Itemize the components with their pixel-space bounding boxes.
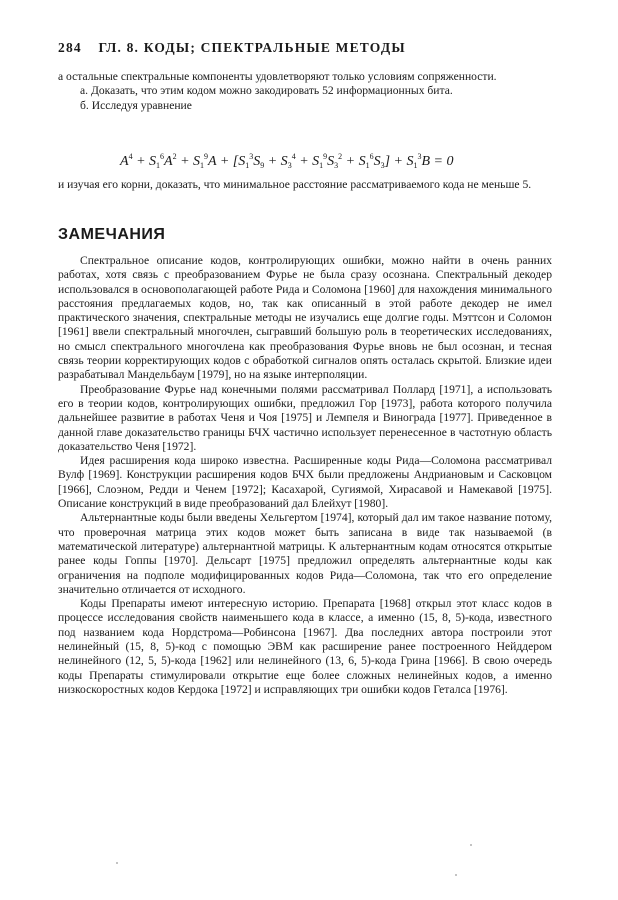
page-header <box>58 40 578 56</box>
exercise-item-a: а. Доказать, что этим кодом можно закодировать 52 информационных бита. <box>80 84 453 98</box>
scan-speck <box>116 862 118 864</box>
section-heading: ЗАМЕЧАНИЯ <box>58 226 166 243</box>
running-title: ГЛ. 8. КОДЫ; СПЕКТРАЛЬНЫЕ МЕТОДЫ <box>98 40 406 55</box>
page-number: 284 <box>58 40 82 55</box>
equation: $A^4 + S_1^6A^2 + S_1^9A + [S_1^3S_9 + S_3^4 + S_1^9S_3^2 + S_1^6S_3] + S_1^3B = 0$ <box>120 152 454 170</box>
notes-body <box>58 254 552 697</box>
exercise-item-b: б. Исследуя уравнение <box>80 98 192 112</box>
after-formula-text: и изучая его корни, доказать, что минимальное расстояние рассматриваемого кода не меньше 5. <box>58 178 532 191</box>
paragraph: Спектральное описание кодов, контролирующих ошибки, можно найти в очень ранних работах, хотя связь с преобразованием Фурье не была сразу осознана. Спектральный декодер использовался в основополагающей работе Рида и Соломона [1960] для нахождения минимального расстояния предлагаемых кодов, но, так как описанный в этой работе декодер не имел практического значения, спектральные методы не изучались еще долгие годы. Мэттсон и Соломон [1961] ввели спектральный многочлен, сыгравший большую роль в теоретических исследованиях, но смысл спектрального многочлена как преобразования Фурье вновь не был осознан, и тесная связь теории корректирующих кодов с обработкой сигналов опять осталась скрытой. Близкие идеи разрабатывал Мандельбаум [1979], но на языке интерполяции. <box>58 254 552 382</box>
scan-speck <box>470 844 472 846</box>
paragraph: Коды Препараты имеют интересную историю. Препарата [1968] открыл этот класс кодов в процессе исследования свойств наименьшего кода в классе, а именно (15, 8, 5)-кода, известного под названием кода Нордстрома—Робинсона [1967]. Два последних автора построили этот нелинейный (15, 8, 5)-код с помощью ЭВМ как расширение ранее построенного Нейддером нелинейного (12, 5, 5)-кода [1962] или нелинейного (13, 6, 5)-кода Грина [1966]. В свою очередь коды Препараты стимулировали открытие еще более сложных нелинейных кодов, а именно низкоскоростных кодов Кердока [1972] и исправляющих три ошибки кодов Геталса [1976]. <box>58 597 552 696</box>
paragraph: Преобразование Фурье над конечными полями рассматривал Поллард [1971], а использовать его в теории кодов, контролирующих ошибки, предложил Гор [1973], работа которого получила дальнейшее развитие в работах Ченя и Чоя [1975] и Лемпеля и Винограда [1977]. Приведенное в данной главе доказательство границы БЧХ частично использует перенесенное в частотную область доказательство Ченя [1972]. <box>58 382 552 453</box>
paragraph: Альтернантные коды были введены Хельгертом [1974], который дал им такое название потому, что проверочная матрица этих кодов может быть записана в виде так называемой (в математической литературе) альтернантной матрицы. К альтернантным кодам относятся открытые ранее коды Гоппы [1970]. Дельсарт [1975] предложил определять альтернантные коды как ограничения на подполе модифицированных кодов Рида—Соломона, так что его определение значительно отличается от исходного. <box>58 511 552 596</box>
paragraph: Идея расширения кода широко известна. Расширенные коды Рида—Соломона рассматривал Вулф [1969]. Конструкции расширения кодов БЧХ были предложены Андриановым и Сасковцом [1966], Слоэном, Редди и Ченем [1972]; Касахарой, Сугиямой, Хирасавой и Намекавой [1975]. Описание конструкций в виде преобразований дал Блейхут [1980]. <box>58 454 552 511</box>
continuation-line: а остальные спектральные компоненты удовлетворяют только условиям сопряженности. <box>58 70 497 83</box>
scan-speck <box>455 874 457 876</box>
top-text-block <box>58 70 552 113</box>
